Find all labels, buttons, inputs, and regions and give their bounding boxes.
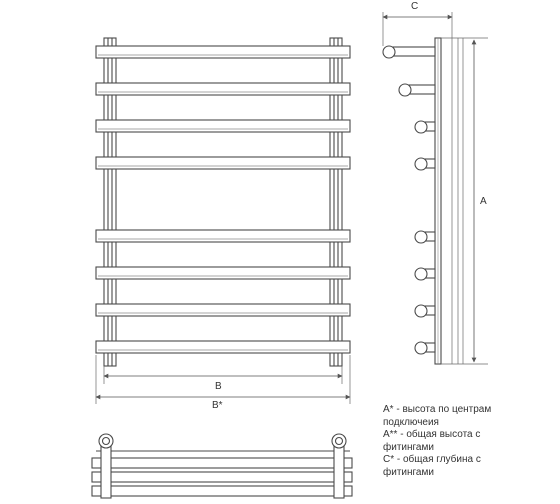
front-view	[96, 38, 350, 404]
legend-line-3: A** - общая высота с	[383, 429, 481, 440]
dimension-b	[104, 376, 342, 392]
legend-line-4: фитингами	[383, 441, 434, 453]
dimension-c	[383, 1, 452, 17]
dimension-a	[474, 40, 487, 362]
dimension-c-label: C	[411, 1, 419, 12]
legend-line-6: фитингами	[383, 466, 434, 478]
dimension-b-label: B	[215, 381, 222, 392]
dimension-b-star-label: B*	[212, 400, 223, 411]
legend	[383, 404, 553, 479]
right-fitting	[332, 434, 346, 498]
dimension-b-star	[96, 397, 350, 411]
side-bar-ends	[383, 46, 435, 354]
dimension-a-label: A	[480, 196, 487, 207]
legend-line-1: A* - высота по центрам	[383, 404, 492, 415]
side-view	[383, 12, 488, 364]
legend-line-2: подключеия	[383, 416, 439, 428]
top-view	[92, 434, 352, 498]
left-fitting	[99, 434, 113, 498]
legend-line-5: C* - общая глубина с	[383, 454, 481, 465]
